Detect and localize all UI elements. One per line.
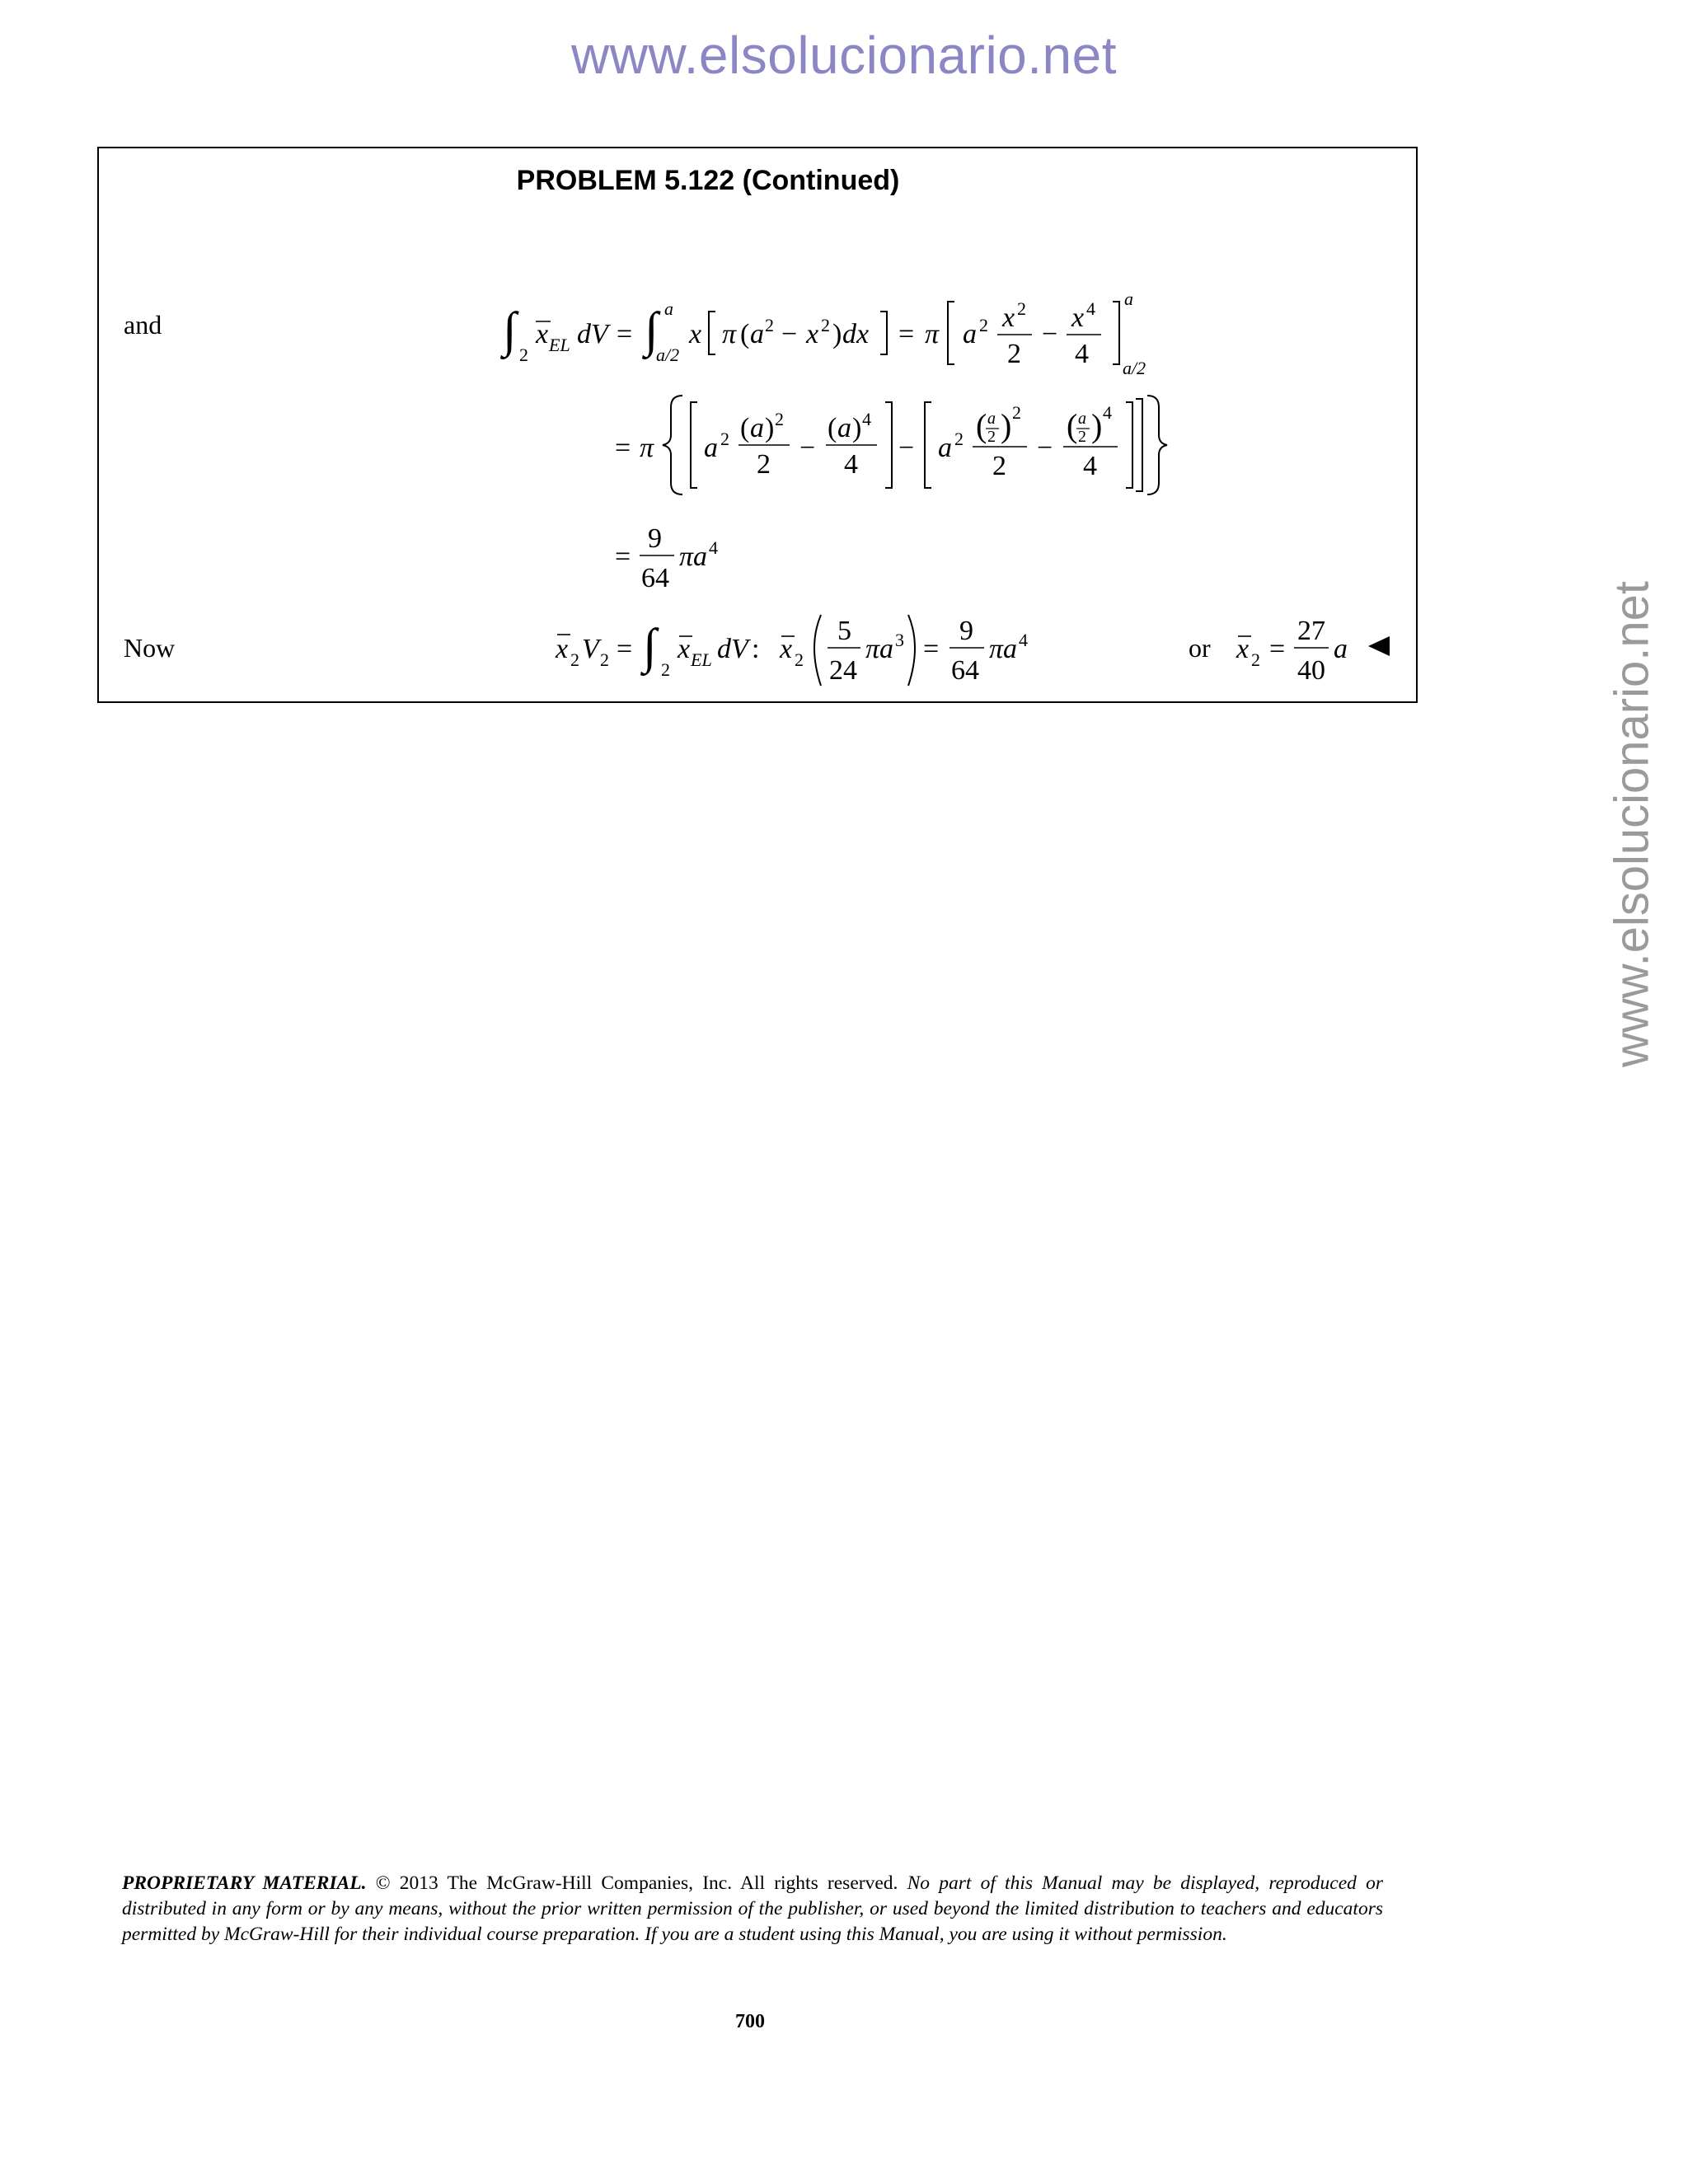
- svg-text:40: 40: [1297, 655, 1325, 686]
- svg-text:2: 2: [720, 429, 729, 449]
- svg-text:3: 3: [895, 630, 904, 650]
- svg-text:x: x: [678, 634, 691, 664]
- svg-text:−: −: [1042, 319, 1058, 349]
- svg-text:4: 4: [1019, 630, 1028, 650]
- svg-text:−: −: [781, 319, 798, 349]
- svg-text:=: =: [617, 319, 633, 349]
- svg-text:2: 2: [1078, 428, 1086, 446]
- svg-text:V: V: [582, 634, 599, 664]
- footer-lead: PROPRIETARY MATERIAL.: [122, 1872, 367, 1894]
- now-label: Now: [124, 633, 176, 663]
- svg-text:−: −: [898, 433, 915, 463]
- svg-text:x: x: [806, 319, 819, 349]
- svg-text:∫: ∫: [645, 302, 659, 357]
- left-triangle-icon: [1367, 635, 1391, 658]
- and-label: and: [124, 310, 162, 340]
- svg-text:2: 2: [765, 315, 774, 335]
- problem-title: PROBLEM 5.122 (Continued): [516, 165, 900, 196]
- svg-text:∫: ∫: [503, 302, 517, 357]
- svg-text:x: x: [536, 319, 549, 349]
- svg-text:2: 2: [821, 315, 830, 335]
- result-equation: [1236, 603, 1360, 701]
- svg-text:4: 4: [862, 409, 871, 429]
- svg-text:(: (: [740, 319, 750, 349]
- svg-text:a: a: [704, 433, 718, 463]
- svg-text:=: =: [923, 634, 940, 664]
- svg-text:a: a: [987, 410, 996, 428]
- svg-text:2: 2: [1012, 402, 1021, 423]
- svg-text:2: 2: [954, 429, 964, 449]
- or-label: or: [1189, 633, 1211, 663]
- integral-equation-line-2: [615, 386, 1241, 509]
- svg-text:a: a: [963, 319, 977, 349]
- svg-text:=: =: [898, 319, 915, 349]
- svg-text:−: −: [799, 433, 816, 463]
- svg-text:πa: πa: [679, 541, 708, 572]
- svg-text:27: 27: [1297, 616, 1325, 646]
- svg-text:x: x: [1236, 634, 1250, 664]
- svg-text:2: 2: [519, 344, 528, 365]
- svg-text:4: 4: [709, 537, 718, 558]
- svg-text:2: 2: [1017, 298, 1026, 319]
- svg-text:2: 2: [979, 315, 988, 335]
- svg-text:2: 2: [1251, 649, 1260, 670]
- svg-text:): ): [832, 319, 842, 349]
- svg-text:x: x: [1002, 302, 1015, 333]
- svg-text:dV: dV: [577, 319, 608, 349]
- svg-text:a: a: [1078, 410, 1086, 428]
- svg-text:EL: EL: [549, 335, 570, 355]
- page-number: 700: [735, 2011, 765, 2032]
- svg-text:a/2: a/2: [1123, 358, 1146, 378]
- svg-text:π: π: [640, 433, 654, 463]
- svg-text:−: −: [1037, 433, 1053, 463]
- svg-text:9: 9: [648, 523, 662, 554]
- svg-text:πa: πa: [989, 634, 1018, 664]
- watermark-top: www.elsolucionario.net: [571, 26, 1117, 85]
- svg-text:=: =: [1269, 634, 1286, 664]
- svg-text:4: 4: [1103, 402, 1112, 423]
- svg-text:π: π: [925, 319, 940, 349]
- svg-text:a/2: a/2: [656, 344, 680, 365]
- svg-text:x: x: [556, 634, 569, 664]
- integral-equation-line-3: [615, 511, 780, 609]
- svg-text:a: a: [938, 433, 952, 463]
- svg-text:4: 4: [1086, 298, 1095, 319]
- svg-text:2: 2: [795, 649, 804, 670]
- svg-text:dV: dV: [717, 634, 748, 664]
- svg-text:4: 4: [1075, 339, 1089, 369]
- svg-text:x: x: [780, 634, 793, 664]
- problem-box: [97, 147, 1418, 703]
- svg-text:πa: πa: [865, 634, 894, 664]
- integral-equation-line-1: [503, 272, 1245, 387]
- svg-text:a: a: [837, 413, 851, 443]
- svg-text:π: π: [722, 319, 737, 349]
- svg-text:2: 2: [987, 428, 996, 446]
- svg-text:a: a: [1124, 288, 1133, 309]
- svg-text:=: =: [615, 433, 631, 463]
- centroid-equation: [556, 603, 1116, 701]
- svg-text:2: 2: [1007, 339, 1021, 369]
- svg-text:2: 2: [775, 409, 784, 429]
- svg-text:64: 64: [951, 655, 979, 686]
- svg-text:(: (: [740, 413, 750, 443]
- svg-text:x: x: [1071, 302, 1085, 333]
- svg-text:5: 5: [837, 616, 851, 646]
- svg-text:4: 4: [844, 449, 858, 480]
- svg-text:=: =: [617, 634, 633, 664]
- copyright-notice: [122, 1871, 1383, 1947]
- svg-text:a: a: [750, 319, 764, 349]
- svg-text:a: a: [750, 413, 764, 443]
- svg-text:2: 2: [992, 451, 1006, 481]
- footer-notice: No part of this Manual may be displayed, reproduced or distributed in any form or by any means, without the prior written permission of the publisher, or used beyond the limited distribution to teachers and educators permitted by McGraw-Hill for their individual course preparation. If you are a student using this Manual, you are using it without permission.: [122, 1872, 1384, 1945]
- svg-text:9: 9: [959, 616, 973, 646]
- svg-text:x: x: [689, 319, 702, 349]
- svg-text:24: 24: [829, 655, 857, 686]
- svg-text:2: 2: [757, 449, 771, 480]
- svg-text:64: 64: [641, 563, 669, 593]
- svg-text:(: (: [976, 407, 987, 444]
- watermark-side: www.elsolucionario.net: [1605, 581, 1659, 1067]
- svg-text:): ): [1001, 407, 1012, 444]
- svg-text:a: a: [1334, 634, 1348, 664]
- svg-text:2: 2: [600, 649, 609, 670]
- svg-text:a: a: [664, 298, 673, 319]
- svg-text:EL: EL: [691, 649, 712, 670]
- svg-text:∫: ∫: [643, 619, 657, 673]
- svg-text:2: 2: [570, 649, 579, 670]
- svg-text::: :: [752, 634, 760, 664]
- svg-text:(: (: [1067, 407, 1078, 444]
- footer-copyright: © 2013 The McGraw-Hill Companies, Inc. All rights reserved.: [366, 1872, 907, 1894]
- svg-text:=: =: [615, 541, 631, 572]
- svg-text:): ): [765, 413, 775, 443]
- svg-text:dx: dx: [842, 319, 870, 349]
- svg-text:): ): [1091, 407, 1103, 444]
- svg-text:(: (: [828, 413, 837, 443]
- svg-text:): ): [852, 413, 862, 443]
- svg-text:4: 4: [1083, 451, 1097, 481]
- svg-text:2: 2: [661, 659, 670, 680]
